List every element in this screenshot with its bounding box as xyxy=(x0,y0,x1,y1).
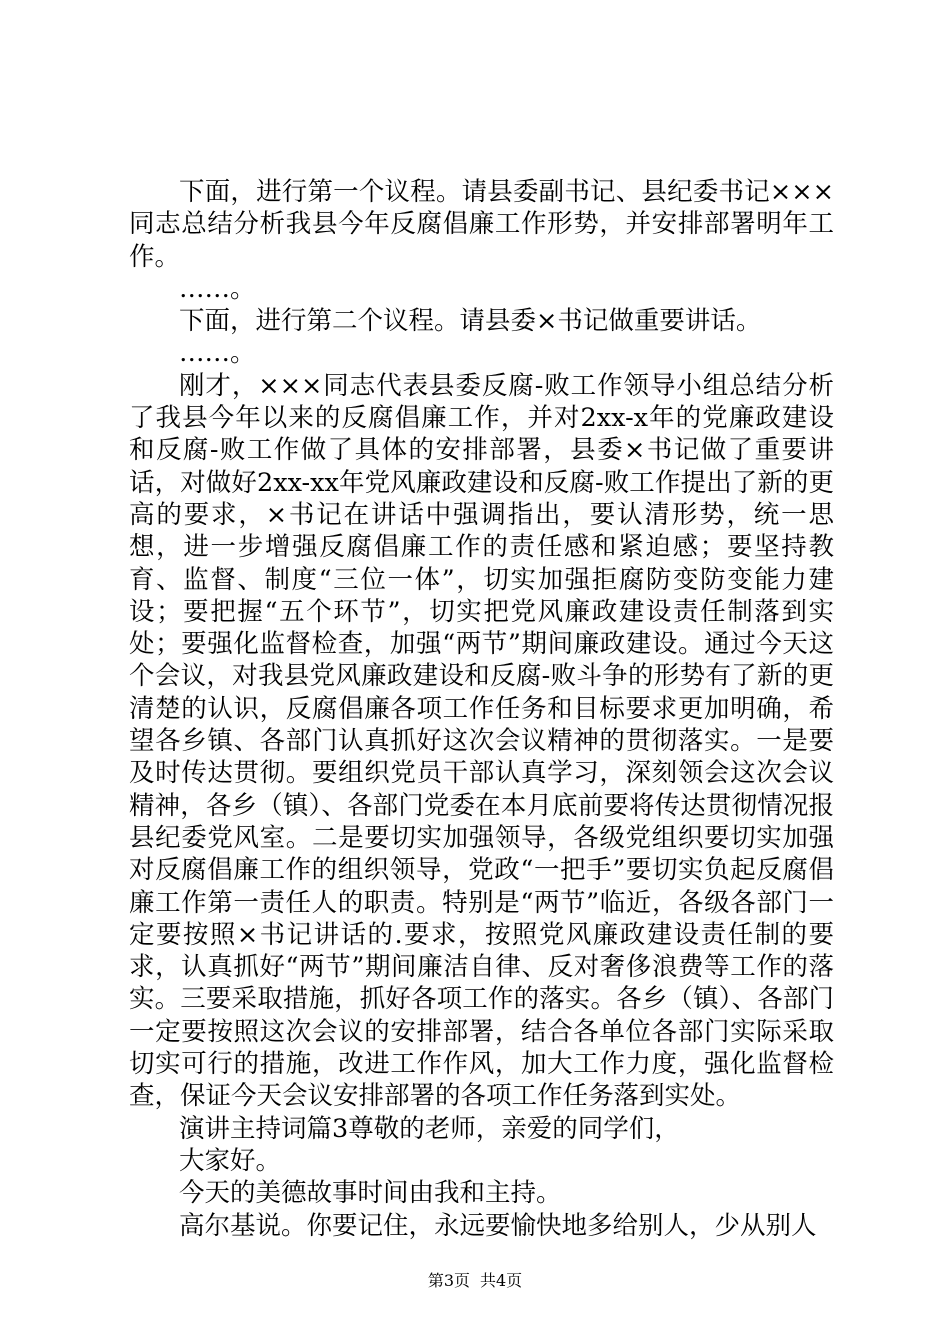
document-body xyxy=(129,176,834,1242)
paragraph-quote: 高尔基说。你要记住，永远要愉快地多给别人，少从别人 xyxy=(179,1210,817,1241)
paragraph-greeting: 大家好。 xyxy=(179,1145,282,1176)
page-number: 第3页 xyxy=(427,1271,470,1290)
paragraph-intro: 今天的美德故事时间由我和主持。 xyxy=(179,1178,562,1209)
paragraph-summary: 刚才，×××同志代表县委反腐-败工作领导小组总结分析了我县今年以来的反腐倡廉工作，并对2xx-x年的党廉政建设和反腐-败工作做了具体的安排部署，县委×书记做了重要讲话，对做好2xx-xx年党风廉政建设和反腐-败工作提出了新的更高的要求，×书记在讲话中强调指出，要认清形势，统一思想，进一步增强反腐倡廉工作的责任感和紧迫感；要坚持教育、监督、制度“三位一体”，切实加强拒腐防变防变能力建设；要把握“五个环节”，切实把党风廉政建设责任制落到实处；要强化监督检查，加强“两节”期间廉政建设。通过今天这个会议，对我县党风廉政建设和反腐-败斗争的形势有了新的更清楚的认识，反腐倡廉各项工作任务和目标要求更加明确，希望各乡镇、各部门认真抓好这次会议精神的贯彻落实。一是要及时传达贯彻。要组织党员干部认真学习，深刻领会这次会议精神，各乡（镇）、各部门党委在本月底前要将传达贯彻情况报县纪委党风室。二是要切实加强领导，各级党组织要切实加强对反腐倡廉工作的组织领导，党政“一把手”要切实负起反腐倡廉工作第一责任人的职责。特别是“两节”临近，各级各部门一定要按照×书记讲话的.要求，按照党风廉政建设责任制的要求，认真抓好“两节”期间廉洁自律、反对奢侈浪费等工作的落实。三要采取措施，抓好各项工作的落实。各乡（镇）、各部门一定要按照这次会议的安排部署，结合各单位各部门实际采取切实可行的措施，改进工作作风，加大工作力度，强化监督检查，保证今天会议安排部署的各项工作任务落到实处。 xyxy=(129,370,834,1112)
paragraph-agenda-one: 下面，进行第一个议程。请县委副书记、县纪委书记×××同志总结分析我县今年反腐倡廉工作形势，并安排部署明年工作。 xyxy=(129,177,834,272)
paragraph-ellipsis-two: ……。 xyxy=(179,338,256,369)
paragraph-agenda-two: 下面，进行第二个议程。请县委×书记做重要讲话。 xyxy=(179,306,762,337)
page-total: 共4页 xyxy=(480,1271,523,1290)
paragraph-ellipsis-one: ……。 xyxy=(179,273,256,304)
page-footer xyxy=(0,1271,950,1291)
paragraph-speech-heading: 演讲主持词篇3尊敬的老师，亲爱的同学们， xyxy=(179,1113,680,1144)
